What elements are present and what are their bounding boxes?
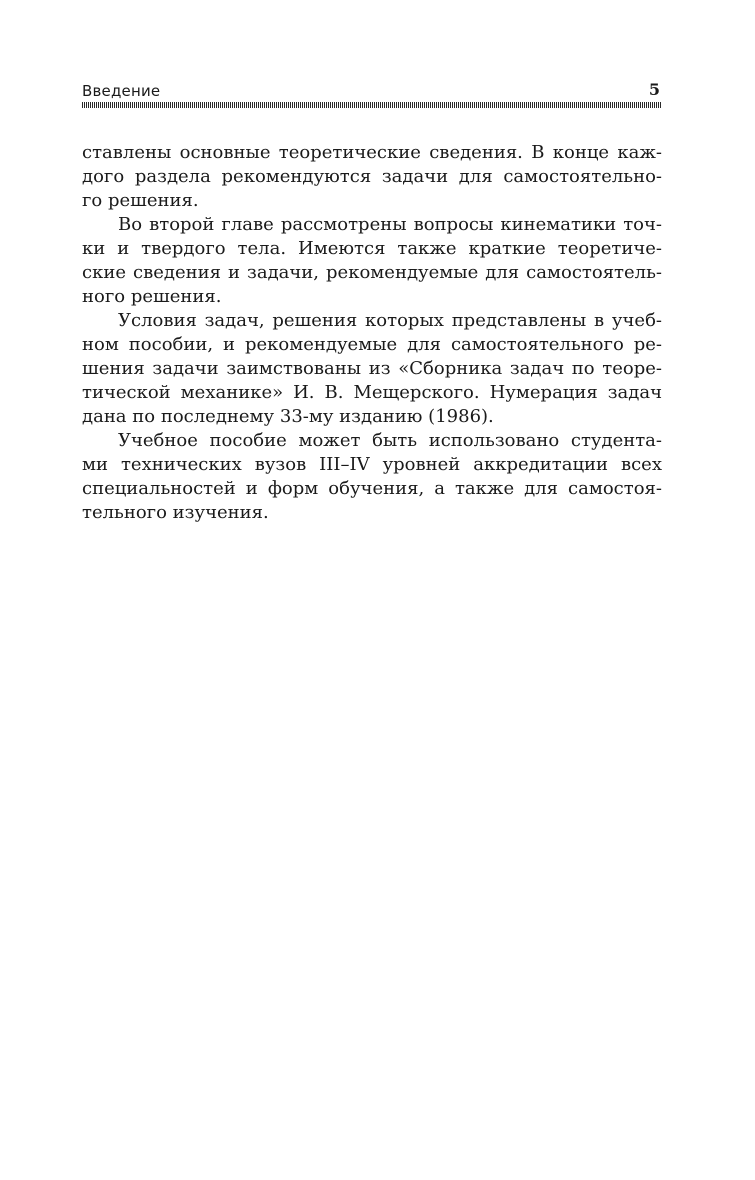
section-title: Введение xyxy=(82,82,161,100)
paragraph xyxy=(82,213,662,309)
text-line: го решения. xyxy=(82,190,199,211)
text-line: Условия задач, решения которых представлены в учеб- xyxy=(118,310,662,331)
text-line: дана по последнему 33-му изданию (1986). xyxy=(82,406,494,427)
text-line: тической механике» И. В. Мещерского. Нумерация задач xyxy=(82,382,662,403)
paragraph xyxy=(82,429,662,525)
text-line: тельного изучения. xyxy=(82,502,269,523)
text-line: Во второй главе рассмотрены вопросы кинематики точ- xyxy=(118,214,662,235)
text-line: специальностей и форм обучения, а также для самостоя- xyxy=(82,478,662,499)
text-line: дого раздела рекомендуются задачи для самостоятельно- xyxy=(82,166,662,187)
page-number: 5 xyxy=(648,80,660,99)
text-line: ного решения. xyxy=(82,286,222,307)
text-line: Учебное пособие может быть использовано студента- xyxy=(118,430,662,451)
paragraph xyxy=(82,141,662,213)
text-line: ном пособии, и рекомендуемые для самостоятельного ре- xyxy=(82,334,662,355)
text-line: ставлены основные теоретические сведения. В конце каж- xyxy=(82,142,662,163)
text-line: ки и твердого тела. Имеются также краткие теоретиче- xyxy=(82,238,662,259)
paragraph xyxy=(82,309,662,429)
text-line: ские сведения и задачи, рекомендуемые для самостоятель- xyxy=(82,262,662,283)
text-line: ми технических вузов III–IV уровней аккредитации всех xyxy=(82,454,662,475)
body-text xyxy=(82,141,662,525)
header-rule xyxy=(82,102,662,108)
text-line: шения задачи заимствованы из «Сборника задач по теоре- xyxy=(82,358,662,379)
running-head xyxy=(82,80,662,102)
